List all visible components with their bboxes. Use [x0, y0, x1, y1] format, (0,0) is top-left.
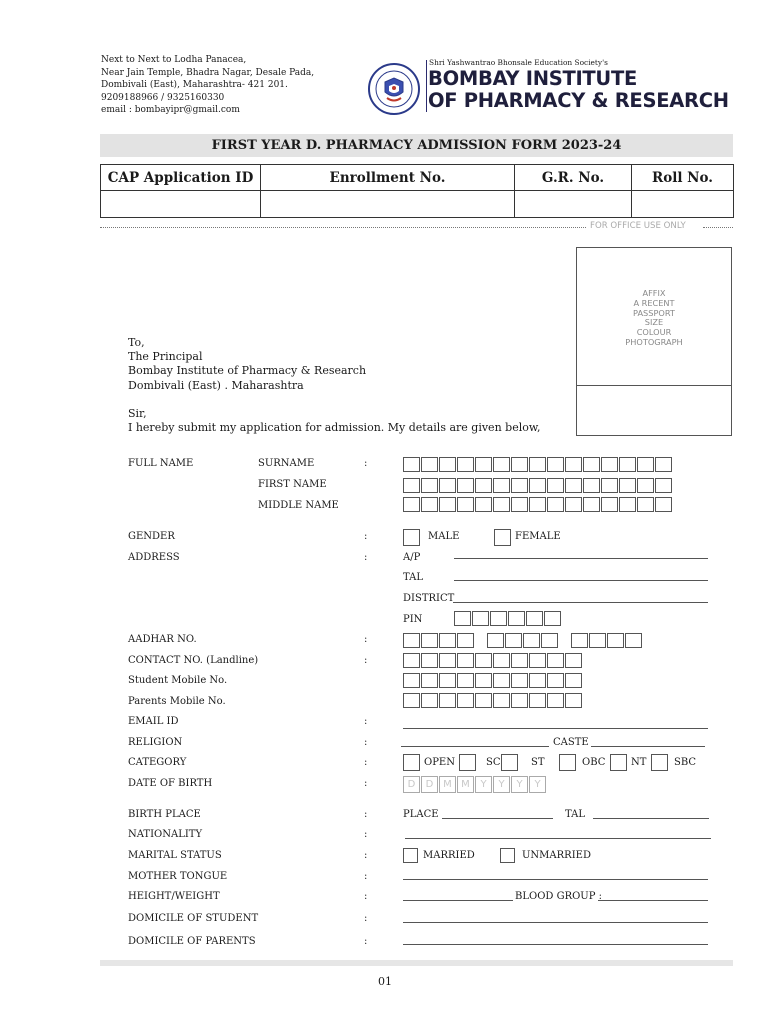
char-box[interactable] — [421, 673, 438, 688]
tal-label: TAL — [403, 572, 423, 583]
photo-text-line: PASSPORT — [633, 307, 675, 318]
colon: : — [364, 891, 368, 902]
char-box[interactable] — [421, 693, 438, 708]
institute-logo — [367, 62, 421, 116]
char-box[interactable] — [655, 457, 672, 472]
middle-name-boxes[interactable] — [403, 497, 673, 512]
institute-name-line2: OF PHARMACY & RESEARCH — [428, 89, 729, 112]
roll-no-cell[interactable] — [632, 191, 734, 218]
colon: : — [364, 634, 368, 645]
nationality-line[interactable] — [405, 838, 711, 839]
char-box[interactable] — [439, 457, 456, 472]
dob-year-box[interactable]: Y — [475, 776, 492, 793]
marital-label: MARITAL STATUS — [128, 850, 222, 861]
char-box[interactable] — [601, 497, 618, 512]
colon: : — [364, 913, 368, 924]
char-box[interactable] — [439, 497, 456, 512]
pin-boxes[interactable] — [454, 611, 562, 626]
full-name-label: FULL NAME — [128, 458, 194, 469]
address-line: Near Jain Temple, Bhadra Nagar, Desale Pada, — [101, 67, 315, 78]
institute-name-line1: BOMBAY INSTITUTE — [428, 67, 637, 90]
char-box[interactable] — [529, 693, 546, 708]
height-weight-label: HEIGHT/WEIGHT — [128, 891, 220, 902]
char-box[interactable] — [493, 457, 510, 472]
dob-boxes[interactable] — [403, 776, 547, 793]
st-checkbox[interactable] — [559, 754, 576, 771]
char-box[interactable] — [403, 693, 420, 708]
char-box[interactable] — [457, 478, 474, 493]
char-box[interactable] — [511, 653, 528, 668]
parents-mobile-boxes[interactable] — [403, 693, 583, 708]
married-checkbox[interactable] — [403, 848, 418, 863]
char-box[interactable] — [403, 478, 420, 493]
gr-no-cell[interactable] — [515, 191, 632, 218]
char-box[interactable] — [583, 497, 600, 512]
cap-application-id-header: CAP Application ID — [101, 165, 261, 191]
gender-label: GENDER — [128, 531, 175, 542]
char-box[interactable] — [454, 611, 471, 626]
office-use-divider-end — [703, 227, 733, 228]
pin-label: PIN — [403, 614, 423, 625]
colon: : — [364, 716, 368, 727]
char-box[interactable] — [565, 457, 582, 472]
contact-boxes[interactable] — [403, 653, 583, 668]
office-id-table — [100, 164, 734, 218]
place-tal-label: TAL — [565, 809, 585, 820]
phone-numbers: 9209188966 / 9325160330 — [101, 92, 225, 103]
place-line[interactable] — [442, 818, 553, 819]
char-box[interactable] — [403, 673, 420, 688]
letter-recipient: The Principal — [128, 350, 203, 364]
char-box[interactable] — [583, 457, 600, 472]
char-box[interactable] — [457, 673, 474, 688]
char-box[interactable] — [619, 497, 636, 512]
char-box[interactable] — [625, 633, 642, 648]
aadhar-boxes-group3[interactable] — [571, 633, 643, 648]
unmarried-label: UNMARRIED — [522, 850, 591, 861]
char-box[interactable] — [403, 497, 420, 512]
colon: : — [364, 655, 368, 666]
photo-text-line: PHOTOGRAPH — [625, 336, 683, 347]
char-box[interactable] — [655, 497, 672, 512]
colon: : — [364, 809, 368, 820]
char-box[interactable] — [565, 673, 582, 688]
photo-text-line: A RECENT — [633, 297, 675, 308]
email-address: email : bombayipr@gmail.com — [101, 105, 240, 116]
caste-label: CASTE — [553, 737, 589, 748]
char-box[interactable] — [403, 457, 420, 472]
office-use-divider — [100, 227, 586, 228]
char-box[interactable] — [637, 497, 654, 512]
surname-boxes[interactable] — [403, 457, 673, 472]
aadhar-boxes-group2[interactable] — [487, 633, 559, 648]
char-box[interactable] — [475, 673, 492, 688]
obc-checkbox[interactable] — [610, 754, 627, 771]
roll-no-header: Roll No. — [632, 165, 734, 191]
colon: : — [364, 458, 368, 469]
female-label: FEMALE — [515, 531, 561, 542]
colon: : — [364, 531, 368, 542]
first-name-boxes[interactable] — [403, 478, 673, 493]
letter-body: I hereby submit my application for admission. My details are given below, — [128, 421, 541, 435]
birth-place-label: BIRTH PLACE — [128, 809, 201, 820]
nationality-label: NATIONALITY — [128, 829, 203, 840]
domicile-student-line[interactable] — [403, 922, 708, 923]
height-weight-line[interactable] — [403, 900, 513, 901]
dob-month-box[interactable]: M — [457, 776, 474, 793]
colon: : — [364, 871, 368, 882]
surname-label: SURNAME — [258, 458, 315, 469]
photo-text-line: AFFIX — [642, 288, 666, 298]
char-box[interactable] — [544, 611, 561, 626]
sc-box[interactable] — [501, 754, 518, 771]
char-box[interactable] — [619, 478, 636, 493]
aadhar-label: AADHAR NO. — [128, 634, 197, 645]
char-box[interactable] — [457, 693, 474, 708]
colon: : — [364, 757, 368, 768]
sbc-label: SBC — [674, 757, 697, 768]
dob-day-box[interactable]: D — [421, 776, 438, 793]
letter-salutation: Sir, — [128, 406, 147, 420]
char-box[interactable] — [457, 633, 474, 648]
email-line[interactable] — [403, 728, 708, 729]
char-box[interactable] — [601, 478, 618, 493]
institute-address — [101, 54, 314, 117]
char-box[interactable] — [511, 673, 528, 688]
char-box[interactable] — [505, 633, 522, 648]
char-box[interactable] — [565, 497, 582, 512]
institute-name — [428, 68, 729, 112]
blood-group-line[interactable] — [598, 900, 708, 901]
caste-line[interactable] — [591, 746, 705, 747]
mother-tongue-line[interactable] — [403, 879, 708, 880]
district-line[interactable] — [453, 602, 708, 603]
domicile-parents-line[interactable] — [403, 944, 708, 945]
char-box[interactable] — [547, 653, 564, 668]
char-box[interactable] — [475, 653, 492, 668]
office-use-label: FOR OFFICE USE ONLY — [590, 221, 686, 231]
char-box[interactable] — [529, 457, 546, 472]
char-box[interactable] — [547, 478, 564, 493]
char-box[interactable] — [439, 478, 456, 493]
char-box[interactable] — [565, 693, 582, 708]
char-box[interactable] — [547, 693, 564, 708]
email-label: EMAIL ID — [128, 716, 179, 727]
char-box[interactable] — [601, 457, 618, 472]
letter-institute: Bombay Institute of Pharmacy & Research — [128, 364, 367, 378]
char-box[interactable] — [526, 611, 543, 626]
open-label: OPEN — [424, 757, 455, 768]
letter-to: To, — [128, 336, 145, 349]
char-box[interactable] — [475, 693, 492, 708]
district-label: DISTRICT — [403, 593, 455, 604]
blood-group-label: BLOOD GROUP : — [515, 891, 603, 902]
letter-location: Dombivali (East) . Maharashtra — [128, 378, 304, 392]
photo-text-line: SIZE — [644, 317, 664, 328]
st-label: ST — [531, 757, 545, 768]
char-box[interactable] — [619, 457, 636, 472]
enrollment-no-cell[interactable] — [261, 191, 515, 218]
ap-line[interactable] — [454, 558, 708, 559]
char-box[interactable] — [547, 497, 564, 512]
colon: : — [364, 850, 368, 861]
nt-checkbox[interactable] — [651, 754, 668, 771]
char-box[interactable] — [493, 673, 510, 688]
sc-checkbox[interactable] — [459, 754, 476, 771]
dob-month-box[interactable]: M — [439, 776, 456, 793]
colon: : — [364, 737, 368, 748]
address-line: Dombivali (East), Maharashtra- 421 201. — [101, 80, 288, 91]
logo-divider — [426, 60, 427, 112]
photo-text-line: COLOUR — [636, 327, 672, 338]
char-box[interactable] — [493, 653, 510, 668]
gr-no-header: G.R. No. — [515, 165, 632, 191]
open-checkbox[interactable] — [403, 754, 420, 771]
photo-instructions — [577, 289, 731, 348]
religion-line[interactable] — [401, 746, 549, 747]
char-box[interactable] — [439, 653, 456, 668]
colon: : — [364, 936, 368, 947]
female-checkbox[interactable] — [494, 529, 511, 546]
category-label: CATEGORY — [128, 757, 187, 768]
footer-bar — [100, 960, 733, 966]
mother-tongue-label: MOTHER TONGUE — [128, 871, 228, 882]
aadhar-boxes-group1[interactable] — [403, 633, 475, 648]
char-box[interactable] — [472, 611, 489, 626]
domicile-student-label: DOMICILE OF STUDENT — [128, 913, 259, 924]
nt-label: NT — [631, 757, 647, 768]
signature-divider — [577, 385, 731, 386]
char-box[interactable] — [493, 693, 510, 708]
student-mobile-label: Student Mobile No. — [128, 675, 228, 686]
contact-label: CONTACT NO. (Landline) — [128, 655, 259, 666]
char-box[interactable] — [457, 653, 474, 668]
char-box[interactable] — [523, 633, 540, 648]
char-box[interactable] — [487, 633, 504, 648]
char-box[interactable] — [421, 457, 438, 472]
char-box[interactable] — [565, 653, 582, 668]
char-box[interactable] — [529, 497, 546, 512]
char-box[interactable] — [547, 457, 564, 472]
char-box[interactable] — [607, 633, 624, 648]
colon: : — [364, 829, 368, 840]
society-name: Shri Yashwantrao Bhonsale Education Society's — [429, 58, 608, 67]
tal-line[interactable] — [454, 580, 708, 581]
char-box[interactable] — [511, 457, 528, 472]
domicile-parents-label: DOMICILE OF PARENTS — [128, 936, 256, 947]
page-number: 01 — [378, 975, 392, 988]
form-title: FIRST YEAR D. PHARMACY ADMISSION FORM 2023-24 — [100, 134, 733, 157]
application-letter — [128, 336, 540, 435]
photo-box[interactable] — [576, 247, 732, 436]
char-box[interactable] — [457, 457, 474, 472]
char-box[interactable] — [403, 633, 420, 648]
colon: : — [364, 552, 368, 563]
char-box[interactable] — [529, 653, 546, 668]
student-mobile-boxes[interactable] — [403, 673, 583, 688]
dob-label: DATE OF BIRTH — [128, 778, 213, 789]
ap-label: A/P — [403, 552, 421, 563]
char-box[interactable] — [529, 673, 546, 688]
char-box[interactable] — [565, 478, 582, 493]
dob-day-box[interactable]: D — [403, 776, 420, 793]
char-box[interactable] — [583, 478, 600, 493]
char-box[interactable] — [421, 478, 438, 493]
address-line: Next to Next to Lodha Panacea, — [101, 55, 247, 65]
char-box[interactable] — [475, 478, 492, 493]
char-box[interactable] — [571, 633, 588, 648]
address-label: ADDRESS — [128, 552, 180, 563]
char-box[interactable] — [589, 633, 606, 648]
char-box[interactable] — [529, 478, 546, 493]
place-tal-line[interactable] — [593, 818, 709, 819]
char-box[interactable] — [508, 611, 525, 626]
char-box[interactable] — [655, 478, 672, 493]
cap-application-id-cell[interactable] — [101, 191, 261, 218]
char-box[interactable] — [457, 497, 474, 512]
male-label: MALE — [428, 531, 460, 542]
parents-mobile-label: Parents Mobile No. — [128, 696, 226, 707]
char-box[interactable] — [475, 457, 492, 472]
char-box[interactable] — [421, 633, 438, 648]
char-box[interactable] — [490, 611, 507, 626]
religion-label: RELIGION — [128, 737, 183, 748]
char-box[interactable] — [403, 653, 420, 668]
char-box[interactable] — [637, 478, 654, 493]
enrollment-no-header: Enrollment No. — [261, 165, 515, 191]
obc-label: OBC — [582, 757, 606, 768]
sc-label: SC — [486, 757, 501, 768]
char-box[interactable] — [421, 497, 438, 512]
middle-name-label: MIDDLE NAME — [258, 500, 339, 511]
char-box[interactable] — [421, 653, 438, 668]
dob-year-box[interactable]: Y — [493, 776, 510, 793]
dob-year-box[interactable]: Y — [511, 776, 528, 793]
place-label: PLACE — [403, 809, 439, 820]
first-name-label: FIRST NAME — [258, 479, 327, 490]
dob-year-box[interactable]: Y — [529, 776, 546, 793]
char-box[interactable] — [439, 633, 456, 648]
char-box[interactable] — [637, 457, 654, 472]
char-box[interactable] — [511, 497, 528, 512]
char-box[interactable] — [493, 478, 510, 493]
male-checkbox[interactable] — [403, 529, 420, 546]
char-box[interactable] — [493, 497, 510, 512]
colon: : — [364, 778, 368, 789]
char-box[interactable] — [541, 633, 558, 648]
char-box[interactable] — [511, 693, 528, 708]
char-box[interactable] — [475, 497, 492, 512]
char-box[interactable] — [439, 693, 456, 708]
unmarried-checkbox[interactable] — [500, 848, 515, 863]
char-box[interactable] — [439, 673, 456, 688]
char-box[interactable] — [511, 478, 528, 493]
married-label: MARRIED — [423, 850, 475, 861]
char-box[interactable] — [547, 673, 564, 688]
